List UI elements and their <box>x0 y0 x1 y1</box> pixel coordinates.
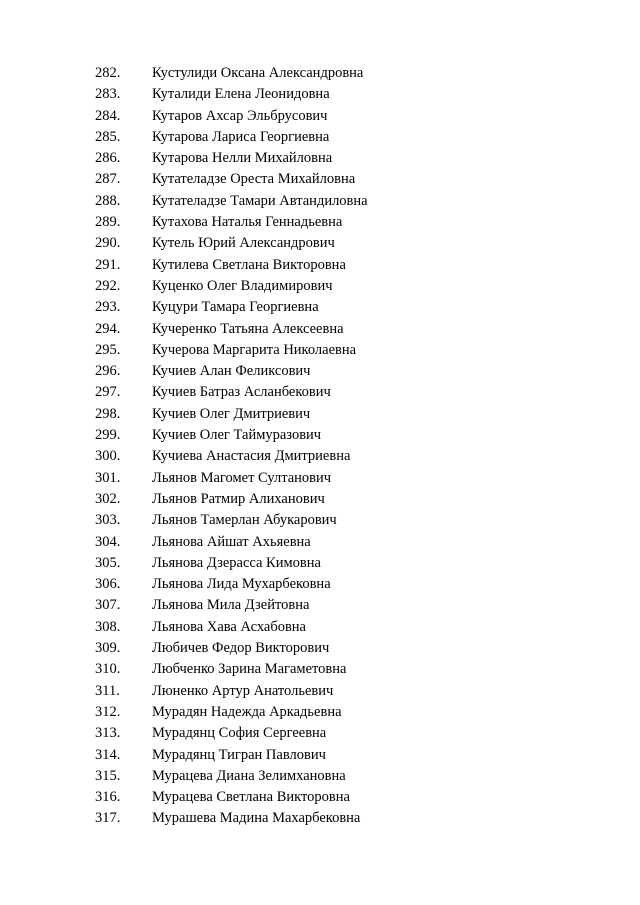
list-item-name: Мурацева Диана Зелимхановна <box>152 767 346 784</box>
list-item <box>0 404 640 425</box>
list-item-number: 304. <box>95 533 121 550</box>
list-item-number: 293. <box>95 299 121 316</box>
list-item <box>0 84 640 105</box>
list-item <box>0 255 640 276</box>
list-item-name: Любченко Зарина Магаметовна <box>152 661 347 678</box>
list-item <box>0 276 640 297</box>
list-item <box>0 574 640 595</box>
list-item-number: 307. <box>95 597 121 614</box>
list-item-number: 296. <box>95 363 121 380</box>
list-item-name: Люненко Артур Анатольевич <box>152 682 334 699</box>
list-item <box>0 106 640 127</box>
list-item <box>0 766 640 787</box>
list-item-number: 300. <box>95 448 121 465</box>
list-item <box>0 382 640 403</box>
list-item-name: Кучиев Батраз Асланбекович <box>152 384 331 401</box>
list-item-number: 284. <box>95 107 121 124</box>
list-item-number: 288. <box>95 192 121 209</box>
list-item-number: 311. <box>95 682 120 699</box>
list-item-number: 308. <box>95 618 121 635</box>
list-item-number: 283. <box>95 86 121 103</box>
list-item <box>0 510 640 531</box>
list-item <box>0 319 640 340</box>
list-item-number: 315. <box>95 767 121 784</box>
list-item-number: 289. <box>95 214 121 231</box>
list-item-name: Льянова Лида Мухарбековна <box>152 576 331 593</box>
list-item-name: Мурацева Светлана Викторовна <box>152 789 350 806</box>
list-item-name: Кутель Юрий Александрович <box>152 235 335 252</box>
list-item-number: 302. <box>95 490 121 507</box>
list-item-number: 290. <box>95 235 121 252</box>
list-item-number: 301. <box>95 469 121 486</box>
list-item <box>0 617 640 638</box>
list-item-number: 310. <box>95 661 121 678</box>
list-item-name: Льянова Мила Дзейтовна <box>152 597 310 614</box>
list-item <box>0 191 640 212</box>
list-item-name: Льянова Хава Асхабовна <box>152 618 306 635</box>
list-item-name: Куценко Олег Владимирович <box>152 277 333 294</box>
list-item-number: 298. <box>95 405 121 422</box>
list-item-number: 291. <box>95 256 121 273</box>
list-item-number: 309. <box>95 640 121 657</box>
list-item <box>0 659 640 680</box>
list-item <box>0 148 640 169</box>
list-item-number: 312. <box>95 703 121 720</box>
list-item <box>0 723 640 744</box>
list-item-name: Кучиева Анастасия Дмитриевна <box>152 448 351 465</box>
list-item-number: 313. <box>95 725 121 742</box>
list-item-name: Кустулиди Оксана Александровна <box>152 65 364 81</box>
list-item <box>0 127 640 148</box>
list-item-number: 303. <box>95 512 121 529</box>
list-item-number: 299. <box>95 427 121 444</box>
list-item-name: Кутарова Лариса Георгиевна <box>152 128 330 145</box>
list-item-name: Кутилева Светлана Викторовна <box>152 256 346 273</box>
list-item-name: Льянова Айшат Ахьяевна <box>152 533 311 550</box>
list-item-number: 305. <box>95 554 121 571</box>
list-item-name: Куцури Тамара Георгиевна <box>152 299 319 316</box>
list-item-name: Мурадянц София Сергеевна <box>152 725 327 742</box>
list-item-name: Кутателадзе Тамари Автандиловна <box>152 192 368 209</box>
list-item <box>0 638 640 659</box>
list-item-number: 314. <box>95 746 121 763</box>
list-item <box>0 595 640 616</box>
list-item-number: 306. <box>95 576 121 593</box>
list-item-number: 297. <box>95 384 121 401</box>
name-list <box>0 63 640 830</box>
list-item-name: Кучиев Олег Дмитриевич <box>152 405 311 422</box>
list-item <box>0 808 640 829</box>
list-item-number: 295. <box>95 341 121 358</box>
list-item-number: 287. <box>95 171 121 188</box>
list-item <box>0 468 640 489</box>
list-item <box>0 702 640 723</box>
list-item-number: 316. <box>95 789 121 806</box>
list-item-name: Мурашева Мадина Махарбековна <box>152 810 361 827</box>
list-item-name: Кучиев Алан Феликсович <box>152 363 311 380</box>
list-item <box>0 745 640 766</box>
list-item <box>0 212 640 233</box>
list-item <box>0 446 640 467</box>
list-item-name: Кутахова Наталья Геннадьевна <box>152 214 343 231</box>
list-item-name: Кучерова Маргарита Николаевна <box>152 341 357 358</box>
list-item-name: Кучиев Олег Таймуразович <box>152 427 322 444</box>
list-item <box>0 532 640 553</box>
list-item-number: 317. <box>95 810 121 827</box>
list-item-name: Мурадян Надежда Аркадьевна <box>152 703 342 720</box>
list-item-name: Льянов Ратмир Алиханович <box>152 490 325 507</box>
list-item <box>0 787 640 808</box>
list-item <box>0 681 640 702</box>
list-item <box>0 553 640 574</box>
list-item-name: Куталиди Елена Леонидовна <box>152 86 330 103</box>
list-item <box>0 297 640 318</box>
list-item-name: Кутателадзе Ореста Михайловна <box>152 171 356 188</box>
list-item <box>0 361 640 382</box>
list-item-number: 292. <box>95 277 121 294</box>
list-item <box>0 63 640 84</box>
list-item-name: Льянов Тамерлан Абукарович <box>152 512 337 529</box>
list-item-number: 286. <box>95 150 121 167</box>
list-item-name: Мурадянц Тигран Павлович <box>152 746 326 763</box>
list-item-name: Любичев Федор Викторович <box>152 640 330 657</box>
list-item-number: 294. <box>95 320 121 337</box>
list-item <box>0 233 640 254</box>
list-item-name: Кутаров Ахсар Эльбрусович <box>152 107 328 124</box>
list-item-number: 285. <box>95 128 121 145</box>
list-item-number: 282. <box>95 65 121 81</box>
list-item-name: Кутарова Нелли Михайловна <box>152 150 333 167</box>
list-item <box>0 340 640 361</box>
list-item-name: Льянова Дзерасса Кимовна <box>152 554 321 571</box>
list-item <box>0 425 640 446</box>
list-item-name: Льянов Магомет Султанович <box>152 469 332 486</box>
list-item-name: Кучеренко Татьяна Алексеевна <box>152 320 344 337</box>
list-item <box>0 169 640 190</box>
list-item <box>0 489 640 510</box>
